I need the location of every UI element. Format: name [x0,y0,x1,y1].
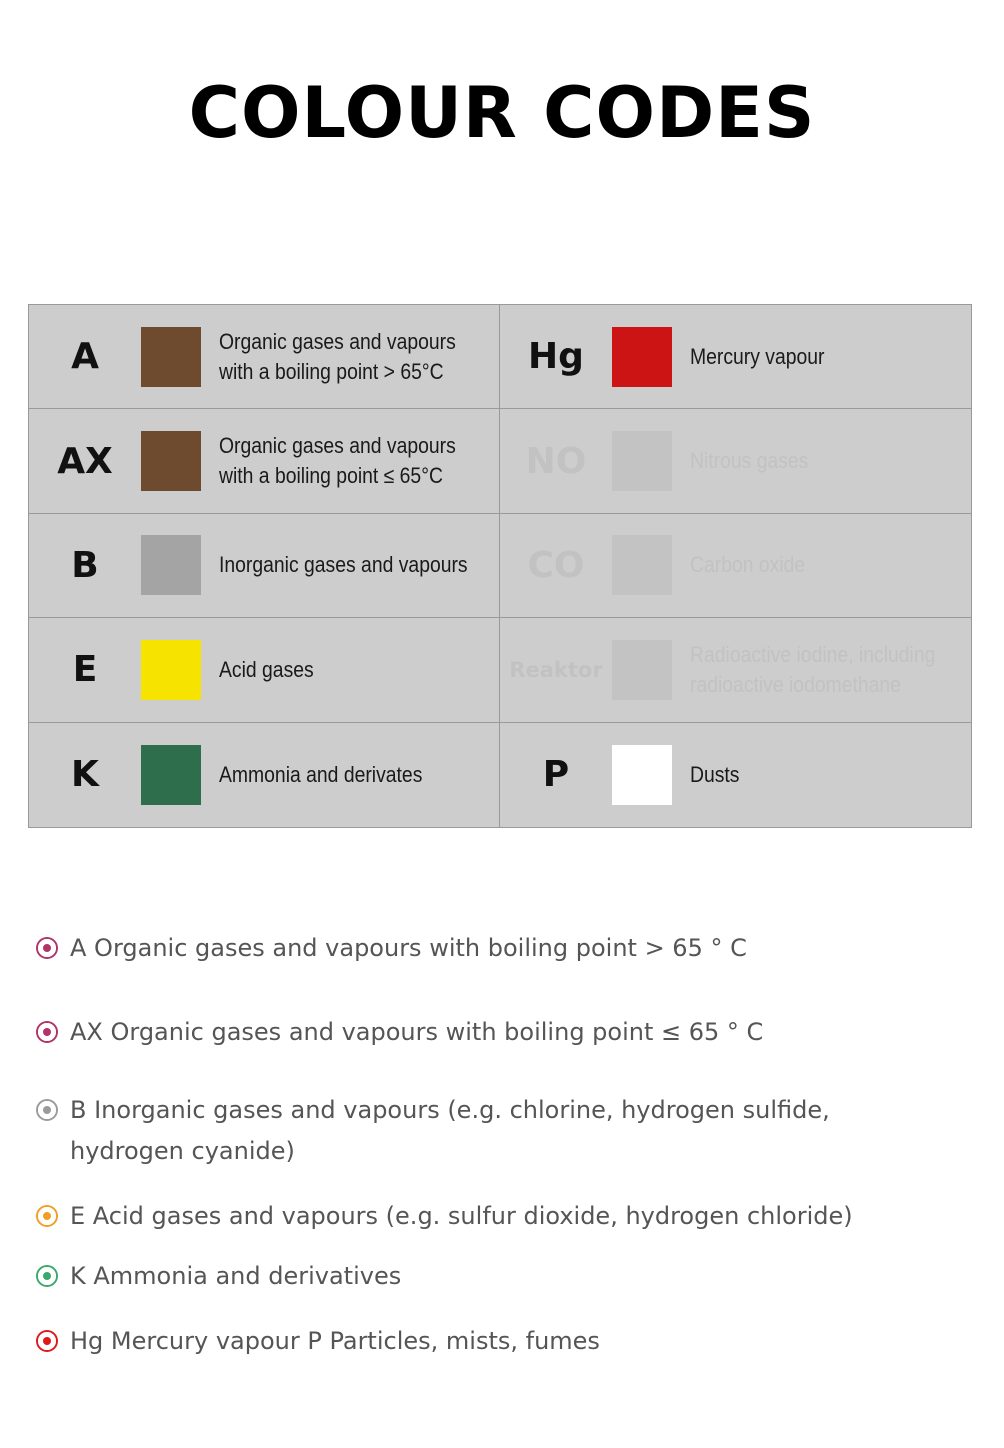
filter-code: AX [57,440,113,482]
filter-description: Nitrous gases [690,448,809,474]
table-cell-k [29,723,500,827]
bullet-dot-icon [38,1023,56,1041]
filter-code: NO [525,440,587,482]
bullet-dot-icon [38,1207,56,1225]
filter-code: E [72,649,98,691]
table-cell-e [29,618,500,722]
page-title: COLOUR CODES [188,72,816,154]
colour-swatch [141,431,201,491]
list-item: K Ammonia and derivatives [36,1256,976,1297]
filter-description: Radioactive iodine, including radioactive iodomethane [690,641,936,697]
colour-swatch [141,327,201,387]
table-cell-no [500,409,971,513]
filter-description: Mercury vapour [690,343,825,369]
table-cell-b [29,514,500,618]
list-item: Hg Mercury vapour P Particles, mists, fumes [36,1321,976,1362]
table-cell-p [500,723,971,827]
list-item: B Inorganic gases and vapours (e.g. chlorine, hydrogen sulfide, hydrogen cyanide) [36,1090,976,1172]
colour-code-table [28,304,972,828]
filter-code: Reaktor [509,657,603,682]
bullet-dot-icon [38,1332,56,1350]
list-item: AX Organic gases and vapours with boiling point ≤ 65 ° C [36,1012,976,1053]
colour-swatch [141,640,201,700]
colour-swatch [141,535,201,595]
filter-code: A [71,336,99,378]
filter-code: B [71,544,99,586]
table-cell-co [500,514,971,618]
bullet-dot-icon [38,1101,56,1119]
colour-swatch [612,431,672,491]
filter-description: Organic gases and vapours with a boiling point > 65°C [219,328,456,384]
filter-description: Dusts [690,761,740,787]
table-cell-hg [500,305,971,409]
list-item: A Organic gases and vapours with boiling point > 65 ° C [36,928,976,969]
filter-code: P [542,754,570,796]
colour-swatch [612,640,672,700]
table-cell-ax [29,409,500,513]
bullet-dot-icon [38,939,56,957]
table-cell-reaktor [500,618,971,722]
colour-swatch [612,745,672,805]
list-item: E Acid gases and vapours (e.g. sulfur dioxide, hydrogen chloride) [36,1196,976,1237]
filter-description: Inorganic gases and vapours [219,552,468,578]
filter-code: K [71,754,99,796]
filter-code: CO [527,544,585,586]
filter-description: Acid gases [219,656,314,682]
colour-swatch [141,745,201,805]
colour-swatch [612,327,672,387]
colour-swatch [612,535,672,595]
filter-code: Hg [528,336,584,378]
table-cell-a [29,305,500,409]
filter-description: Carbon oxide [690,552,806,578]
filter-description: Organic gases and vapours with a boiling point ≤ 65°C [219,433,456,489]
filter-description: Ammonia and derivates [219,761,423,787]
bullet-dot-icon [38,1267,56,1285]
